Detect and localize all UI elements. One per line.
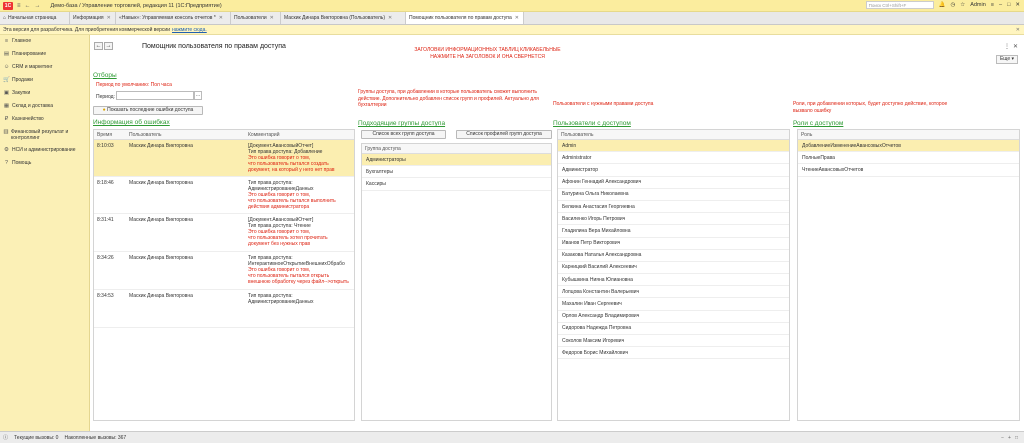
role-row[interactable]: ДобавлениеИзменениеАвансовыхОтчетов bbox=[798, 140, 1019, 152]
period-default-note: Период по умолчанию: Пол часа bbox=[96, 82, 172, 88]
calendar-icon: ▤ bbox=[3, 51, 10, 57]
help-icon: ? bbox=[4, 160, 9, 166]
groups-col-header[interactable]: Группа доступа bbox=[362, 144, 551, 154]
history-icon[interactable]: ◷ bbox=[950, 2, 956, 8]
user-row[interactable]: Орлов Александр Владимирович bbox=[558, 311, 789, 323]
error-user: Маскик Динара Викторовна bbox=[129, 143, 193, 149]
col-user[interactable]: Пользователь bbox=[129, 131, 162, 138]
error-row[interactable] bbox=[94, 177, 354, 214]
comment-line: [Документ.АвансовыйОтчет] bbox=[248, 217, 314, 223]
close-tab-icon[interactable]: ✕ bbox=[514, 15, 519, 21]
tab-label: Начальная страница bbox=[8, 15, 57, 21]
purchase-link[interactable]: нажмите сюда. bbox=[172, 26, 207, 33]
home-icon: ⌂ bbox=[3, 15, 7, 21]
groups-section-link[interactable]: Подходящие группы доступа bbox=[358, 120, 446, 127]
users-note: Пользователи с нужными правами доступа bbox=[553, 101, 654, 107]
roles-table bbox=[797, 129, 1020, 421]
main-content bbox=[90, 35, 1024, 431]
error-time: 8:34:26 bbox=[97, 255, 114, 261]
maximize-icon[interactable]: □ bbox=[1007, 2, 1011, 8]
user-row[interactable]: Сидорова Надежда Петровна bbox=[558, 323, 789, 335]
close-form-icon[interactable]: ✕ bbox=[1012, 44, 1018, 50]
group-row[interactable]: Администраторы bbox=[362, 154, 551, 166]
comment-line: документ без нужных прав bbox=[248, 241, 311, 247]
error-comment bbox=[246, 290, 354, 327]
sidebar-item-label: CRM и маркетинг bbox=[12, 64, 53, 70]
error-comment bbox=[246, 140, 354, 176]
more-button[interactable]: Еще ▾ bbox=[996, 55, 1018, 64]
star-icon[interactable]: ☆ bbox=[960, 2, 966, 8]
cart-icon: 🛒 bbox=[3, 77, 10, 83]
notice-text: Эта версия для разработчика. Для приобретения коммерческой версии bbox=[3, 26, 170, 33]
sidebar-item-treasury[interactable] bbox=[0, 113, 89, 126]
comment-line: Тип права доступа: bbox=[248, 293, 293, 299]
status-bar bbox=[0, 431, 1024, 443]
group-row[interactable]: Кассиры bbox=[362, 178, 551, 190]
user-row[interactable]: Федоров Борис Михайлович bbox=[558, 347, 789, 359]
box-icon: ▣ bbox=[3, 90, 10, 96]
close-tab-icon[interactable]: ✕ bbox=[269, 15, 274, 21]
close-tab-icon[interactable]: ✕ bbox=[218, 15, 223, 21]
comment-line: Тип права доступа: Чтение bbox=[248, 223, 311, 229]
close-tab-icon[interactable]: ✕ bbox=[388, 15, 393, 21]
sidebar-item-help[interactable] bbox=[0, 157, 89, 170]
tab-bar bbox=[0, 12, 1024, 25]
tab-info[interactable] bbox=[70, 12, 116, 24]
comment-line: что пользователь пытался выполнить bbox=[248, 198, 336, 204]
warehouse-icon: ▦ bbox=[3, 103, 10, 109]
forward-icon[interactable]: → bbox=[34, 2, 41, 9]
zoom-out-icon[interactable]: − bbox=[1001, 434, 1005, 441]
error-comment bbox=[246, 252, 354, 289]
chart-icon: ▥ bbox=[3, 129, 9, 135]
error-time: 8:34:53 bbox=[97, 293, 114, 299]
role-row[interactable]: ПолныеПрава bbox=[798, 152, 1019, 164]
user-row[interactable]: Василенко Игорь Петрович bbox=[558, 213, 789, 225]
comment-line: документ, на который у него нет прав bbox=[248, 167, 335, 173]
menu-icon: ≡ bbox=[4, 38, 9, 44]
col-comment[interactable]: Комментарий bbox=[248, 131, 280, 138]
tab-label: «Навык»: Управляемая консоль отчетов * bbox=[119, 15, 216, 21]
sidebar-item-sales[interactable] bbox=[0, 74, 89, 87]
back-icon[interactable]: ← bbox=[24, 2, 31, 9]
comment-line: АдминистрированиеДанных bbox=[248, 299, 314, 305]
user-row[interactable]: Гладилина Вера Михайловна bbox=[558, 225, 789, 237]
error-user: Маскик Динара Викторовна bbox=[129, 180, 193, 186]
tab-label: Информация bbox=[73, 15, 104, 21]
button-label: Показать последние ошибки доступа bbox=[107, 107, 194, 113]
global-search-input[interactable]: Поиск Ctrl+Shift+F bbox=[866, 1, 934, 9]
error-time: 8:31:41 bbox=[97, 217, 114, 223]
period-input[interactable] bbox=[116, 91, 194, 100]
sidebar-item-label: Помощь bbox=[12, 160, 32, 166]
show-errors-button[interactable] bbox=[93, 106, 203, 115]
users-col-header[interactable]: Пользователь bbox=[558, 130, 789, 140]
back-button[interactable]: ← bbox=[95, 43, 102, 49]
comment-line: Это ошибка говорит о том, bbox=[248, 155, 311, 161]
user-row[interactable]: Махалин Иван Сергеевич bbox=[558, 298, 789, 310]
user-row[interactable]: Лопцова Константин Валерьевич bbox=[558, 286, 789, 298]
comment-line: [Документ.АвансовыйОтчет] bbox=[248, 143, 314, 149]
sidebar-item-label: Казначейство bbox=[12, 116, 44, 122]
user-row[interactable]: Соколов Максим Игоревич bbox=[558, 335, 789, 347]
sidebar bbox=[0, 35, 90, 431]
comment-line: что пользователь пытался открыть bbox=[248, 273, 330, 279]
refresh-icon: ● bbox=[102, 107, 106, 113]
title-bar bbox=[0, 0, 1024, 12]
error-row[interactable] bbox=[94, 140, 354, 177]
minimize-icon[interactable]: – bbox=[999, 2, 1003, 8]
menu-icon[interactable]: ≡ bbox=[17, 2, 21, 9]
comment-line: Тип права доступа: Добавление bbox=[248, 149, 323, 155]
users-table bbox=[557, 129, 790, 421]
comment-line: действия администратора bbox=[248, 204, 310, 210]
roles-col-header[interactable]: Роль bbox=[798, 130, 1019, 140]
current-calls: Текущие вызовы: 0 bbox=[14, 434, 59, 441]
sidebar-item-main[interactable] bbox=[0, 35, 89, 48]
ellipsis-icon[interactable]: … bbox=[195, 92, 201, 98]
error-comment bbox=[246, 177, 354, 213]
period-label: Период: bbox=[96, 94, 115, 100]
header-note: ЗАГОЛОВКИ ИНФОРМАЦИОННЫХ ТАБЛИЦ КЛИКАБЕЛЬНЫЕ НАЖМИТЕ НА ЗАГОЛОВОК И ОНА СВЕРНЕТСЯ bbox=[414, 47, 561, 60]
sidebar-item-label: НСИ и администрирование bbox=[12, 147, 76, 153]
tab-access-assistant[interactable] bbox=[406, 12, 524, 24]
groups-table bbox=[361, 143, 552, 421]
forward-button[interactable]: → bbox=[105, 43, 112, 49]
window-title: Демо-база / Управление торговлей, редакция 11 (1С:Предприятие) bbox=[50, 2, 222, 9]
zoom-in-icon[interactable]: + bbox=[1008, 434, 1011, 441]
person-icon: ☺ bbox=[3, 64, 10, 70]
close-tab-icon[interactable]: ✕ bbox=[106, 15, 111, 21]
close-window-icon[interactable]: ✕ bbox=[1015, 2, 1020, 8]
roles-note: Роли, при добавлении которых, будет доступно действие, которое вызвало ошибку bbox=[793, 101, 948, 114]
developer-notice bbox=[0, 25, 1024, 35]
col-time[interactable]: Время bbox=[97, 131, 113, 138]
errors-section-link[interactable]: Информация об ошибках bbox=[93, 119, 170, 126]
comment-line: внешнюю обработку через файл-->открыть bbox=[248, 279, 349, 285]
sidebar-item-label: Финансовый результат и контроллинг bbox=[11, 129, 69, 141]
filters-link[interactable]: Отборы bbox=[93, 72, 117, 79]
sidebar-item-finance[interactable] bbox=[0, 126, 89, 144]
tab-home[interactable] bbox=[0, 12, 70, 24]
user-row[interactable]: Administrator bbox=[558, 152, 789, 164]
all-groups-button[interactable]: Список всех групп доступа bbox=[361, 130, 446, 139]
sidebar-item-label: Закупки bbox=[12, 90, 31, 96]
bell-icon[interactable]: 🔔 bbox=[938, 2, 946, 8]
comment-line: Это ошибка говорит о том, bbox=[248, 267, 311, 273]
app-logo: 1С bbox=[4, 2, 12, 9]
fullscreen-icon[interactable]: □ bbox=[1014, 434, 1018, 441]
tab-users[interactable] bbox=[231, 12, 281, 24]
comment-line: что пользователь пытался создать bbox=[248, 161, 329, 167]
error-time: 8:18:46 bbox=[97, 180, 114, 186]
comment-line: АдминистрированиеДанных bbox=[248, 186, 314, 192]
comment-line: Тип права доступа: bbox=[248, 255, 293, 261]
sidebar-item-admin[interactable] bbox=[0, 144, 89, 157]
page-title: Помощник пользователя по правам доступа bbox=[142, 43, 286, 50]
user-name[interactable]: Admin bbox=[970, 2, 986, 8]
error-comment bbox=[246, 214, 354, 251]
comment-line: Это ошибка говорит о том, bbox=[248, 229, 311, 235]
sidebar-item-label: Продажи bbox=[12, 77, 33, 83]
user-row[interactable]: Батурина Ольга Николаевна bbox=[558, 189, 789, 201]
accumulated-calls: Накопленные вызовы: 367 bbox=[64, 434, 127, 441]
user-row[interactable]: Кубышкина Нияна Юлиановна bbox=[558, 274, 789, 286]
group-row[interactable]: Бухгалтеры bbox=[362, 166, 551, 178]
groups-note: Группы доступа, при добавлении в которые пользователь сможет выполнить действие. Дополнительно добавлен список групп и профилей. Актуально для бухгалтерии bbox=[358, 89, 539, 108]
error-user: Маскик Динара Викторовна bbox=[129, 293, 193, 299]
user-row[interactable]: Администратор bbox=[558, 164, 789, 176]
comment-line: Это ошибка говорит о том, bbox=[248, 192, 311, 198]
ruble-icon: ₽ bbox=[4, 116, 9, 122]
sidebar-item-purchases[interactable] bbox=[0, 87, 89, 100]
error-row[interactable] bbox=[94, 214, 354, 252]
tab-label: Пользователи bbox=[234, 15, 267, 21]
tab-label: Маскик Динара Викторовна (Пользователь) bbox=[284, 15, 386, 21]
comment-line: Тип права доступа: bbox=[248, 180, 293, 186]
tab-report-console[interactable] bbox=[116, 12, 231, 24]
sidebar-item-label: Планирование bbox=[12, 51, 47, 57]
user-row[interactable]: Admin bbox=[558, 140, 789, 152]
sidebar-item-warehouse[interactable] bbox=[0, 100, 89, 113]
sidebar-item-crm[interactable] bbox=[0, 61, 89, 74]
error-time: 8:10:03 bbox=[97, 143, 114, 149]
comment-line: что пользователь хотел прочитать bbox=[248, 235, 328, 241]
gear-icon: ⚙ bbox=[4, 147, 9, 153]
settings-icon[interactable]: ≡ bbox=[990, 2, 994, 8]
error-user: Маскик Динара Викторовна bbox=[129, 255, 193, 261]
comment-line: ИнтерактивноеОткрытиеВнешнихОбрабо bbox=[248, 261, 345, 267]
errors-table-header bbox=[94, 130, 354, 140]
error-row[interactable] bbox=[94, 252, 354, 290]
users-section-link[interactable]: Пользователи с доступом bbox=[553, 120, 631, 127]
group-profiles-button[interactable]: Список профилей групп доступа bbox=[456, 130, 552, 139]
tab-label: Помощник пользователя по правам доступа bbox=[409, 15, 512, 21]
sidebar-item-planning[interactable] bbox=[0, 48, 89, 61]
user-row[interactable]: Казакова Наталья Александровна bbox=[558, 250, 789, 262]
user-row[interactable]: Карницкий Василий Алексеевич bbox=[558, 262, 789, 274]
tab-user-card[interactable] bbox=[281, 12, 406, 24]
role-row[interactable]: ЧтениеАвансовыхОтчетов bbox=[798, 164, 1019, 176]
user-row[interactable]: Иванов Петр Викторович bbox=[558, 238, 789, 250]
sidebar-item-label: Главное bbox=[12, 38, 32, 44]
close-notice-icon[interactable]: ✕ bbox=[1015, 26, 1020, 33]
error-row[interactable] bbox=[94, 290, 354, 328]
roles-section-link[interactable]: Роли с доступом bbox=[793, 120, 844, 127]
sidebar-item-label: Склад и доставка bbox=[12, 103, 53, 109]
user-row[interactable]: Белкина Анастасия Георгиевна bbox=[558, 201, 789, 213]
error-user: Маскик Динара Викторовна bbox=[129, 217, 193, 223]
more-actions-icon[interactable]: ⋮ bbox=[1004, 44, 1010, 50]
status-info-icon: ⓘ bbox=[3, 435, 9, 441]
user-row[interactable]: Афонин Геннадий Александрович bbox=[558, 177, 789, 189]
errors-table bbox=[93, 129, 355, 421]
